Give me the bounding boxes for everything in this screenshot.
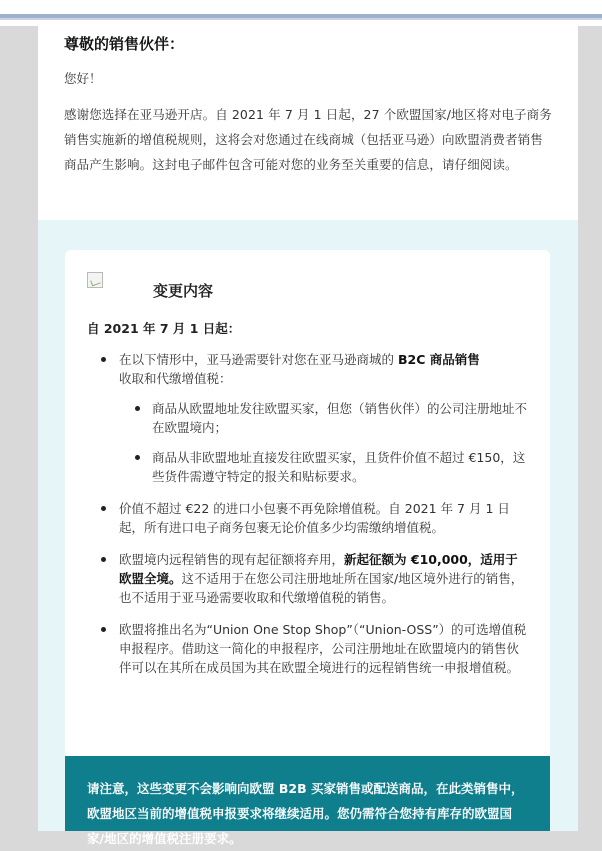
list-item: 价值不超过 €22 的进口小包裹不再免除增值税。自 2021 年 7 月 1 日起，所有进口电子商务包裹无论价值多少均需缴纳增值税。 bbox=[101, 499, 530, 537]
sub-list-item: 商品从欧盟地址发往欧盟买家，但您（销售伙伴）的公司注册地址不在欧盟境内； bbox=[135, 399, 530, 437]
notice-banner: 请注意，这些变更不会影响向欧盟 B2B 买家销售或配送商品，在此类销售中，欧盟地区当前的增值税申报要求将继续适用。您仍需符合您持有库存的欧盟国家/地区的增值税注册要求。 bbox=[65, 756, 550, 831]
bullet1-text: 在以下情形中，亚马逊需要针对您在亚马逊商城的 bbox=[119, 352, 398, 367]
greeting: 您好！ bbox=[64, 71, 102, 86]
salutation: 尊敬的销售伙伴： bbox=[64, 35, 185, 53]
list-item bbox=[101, 350, 530, 486]
top-divider-shadow bbox=[0, 18, 602, 20]
browser-top-strip bbox=[0, 0, 602, 26]
bullet3-text: 欧盟境内远程销售的现有起征额将弃用， bbox=[119, 552, 345, 567]
list-item bbox=[101, 550, 530, 607]
bullet3-tail: 这不适用于在您公司注册地址所在国家/地区境外进行的销售，也不适用于亚马逊需要收取和代缴增值税的销售。 bbox=[119, 571, 524, 605]
intro-paragraph: 感谢您选择在亚马逊开店。自 2021 年 7 月 1 日起，27 个欧盟国家/地区将对电子商务销售实施新的增值税规则，这将会对您通过在线商城（包括亚马逊）向欧盟消费者销售商品产生影响。这封电子邮件包含可能对您的业务至关重要的信息，请仔细阅读。 bbox=[64, 107, 552, 172]
bullet3-bold: 新起征额为 €10,000，适用于欧盟全境。 bbox=[119, 552, 518, 586]
changes-list bbox=[101, 350, 530, 677]
card-header bbox=[65, 250, 550, 306]
bullet1-bold: B2C 商品销售 bbox=[397, 352, 480, 367]
sub-list bbox=[135, 399, 530, 486]
content-band bbox=[38, 220, 578, 846]
email-body bbox=[38, 26, 578, 846]
bullet1-tail: 收取和代缴增值税： bbox=[119, 371, 232, 386]
card-title: 变更内容 bbox=[153, 282, 214, 300]
effective-date: 自 2021 年 7 月 1 日起： bbox=[87, 321, 241, 336]
sub-list-item: 商品从非欧盟地址直接发往欧盟买家，且货件价值不超过 €150，这些货件需遵守特定的报关和贴标要求。 bbox=[135, 448, 530, 486]
broken-image-icon bbox=[87, 272, 103, 288]
email-intro bbox=[38, 32, 578, 177]
list-item: 欧盟将推出名为“Union One Stop Shop”（“Union-OSS”）的可选增值税申报程序。借助这一简化的申报程序，公司注册地址在欧盟境内的销售伙伴可以在其所在成员国为其在欧盟全境进行的远程销售统一申报增值税。 bbox=[101, 620, 530, 677]
changes-card bbox=[65, 250, 550, 758]
